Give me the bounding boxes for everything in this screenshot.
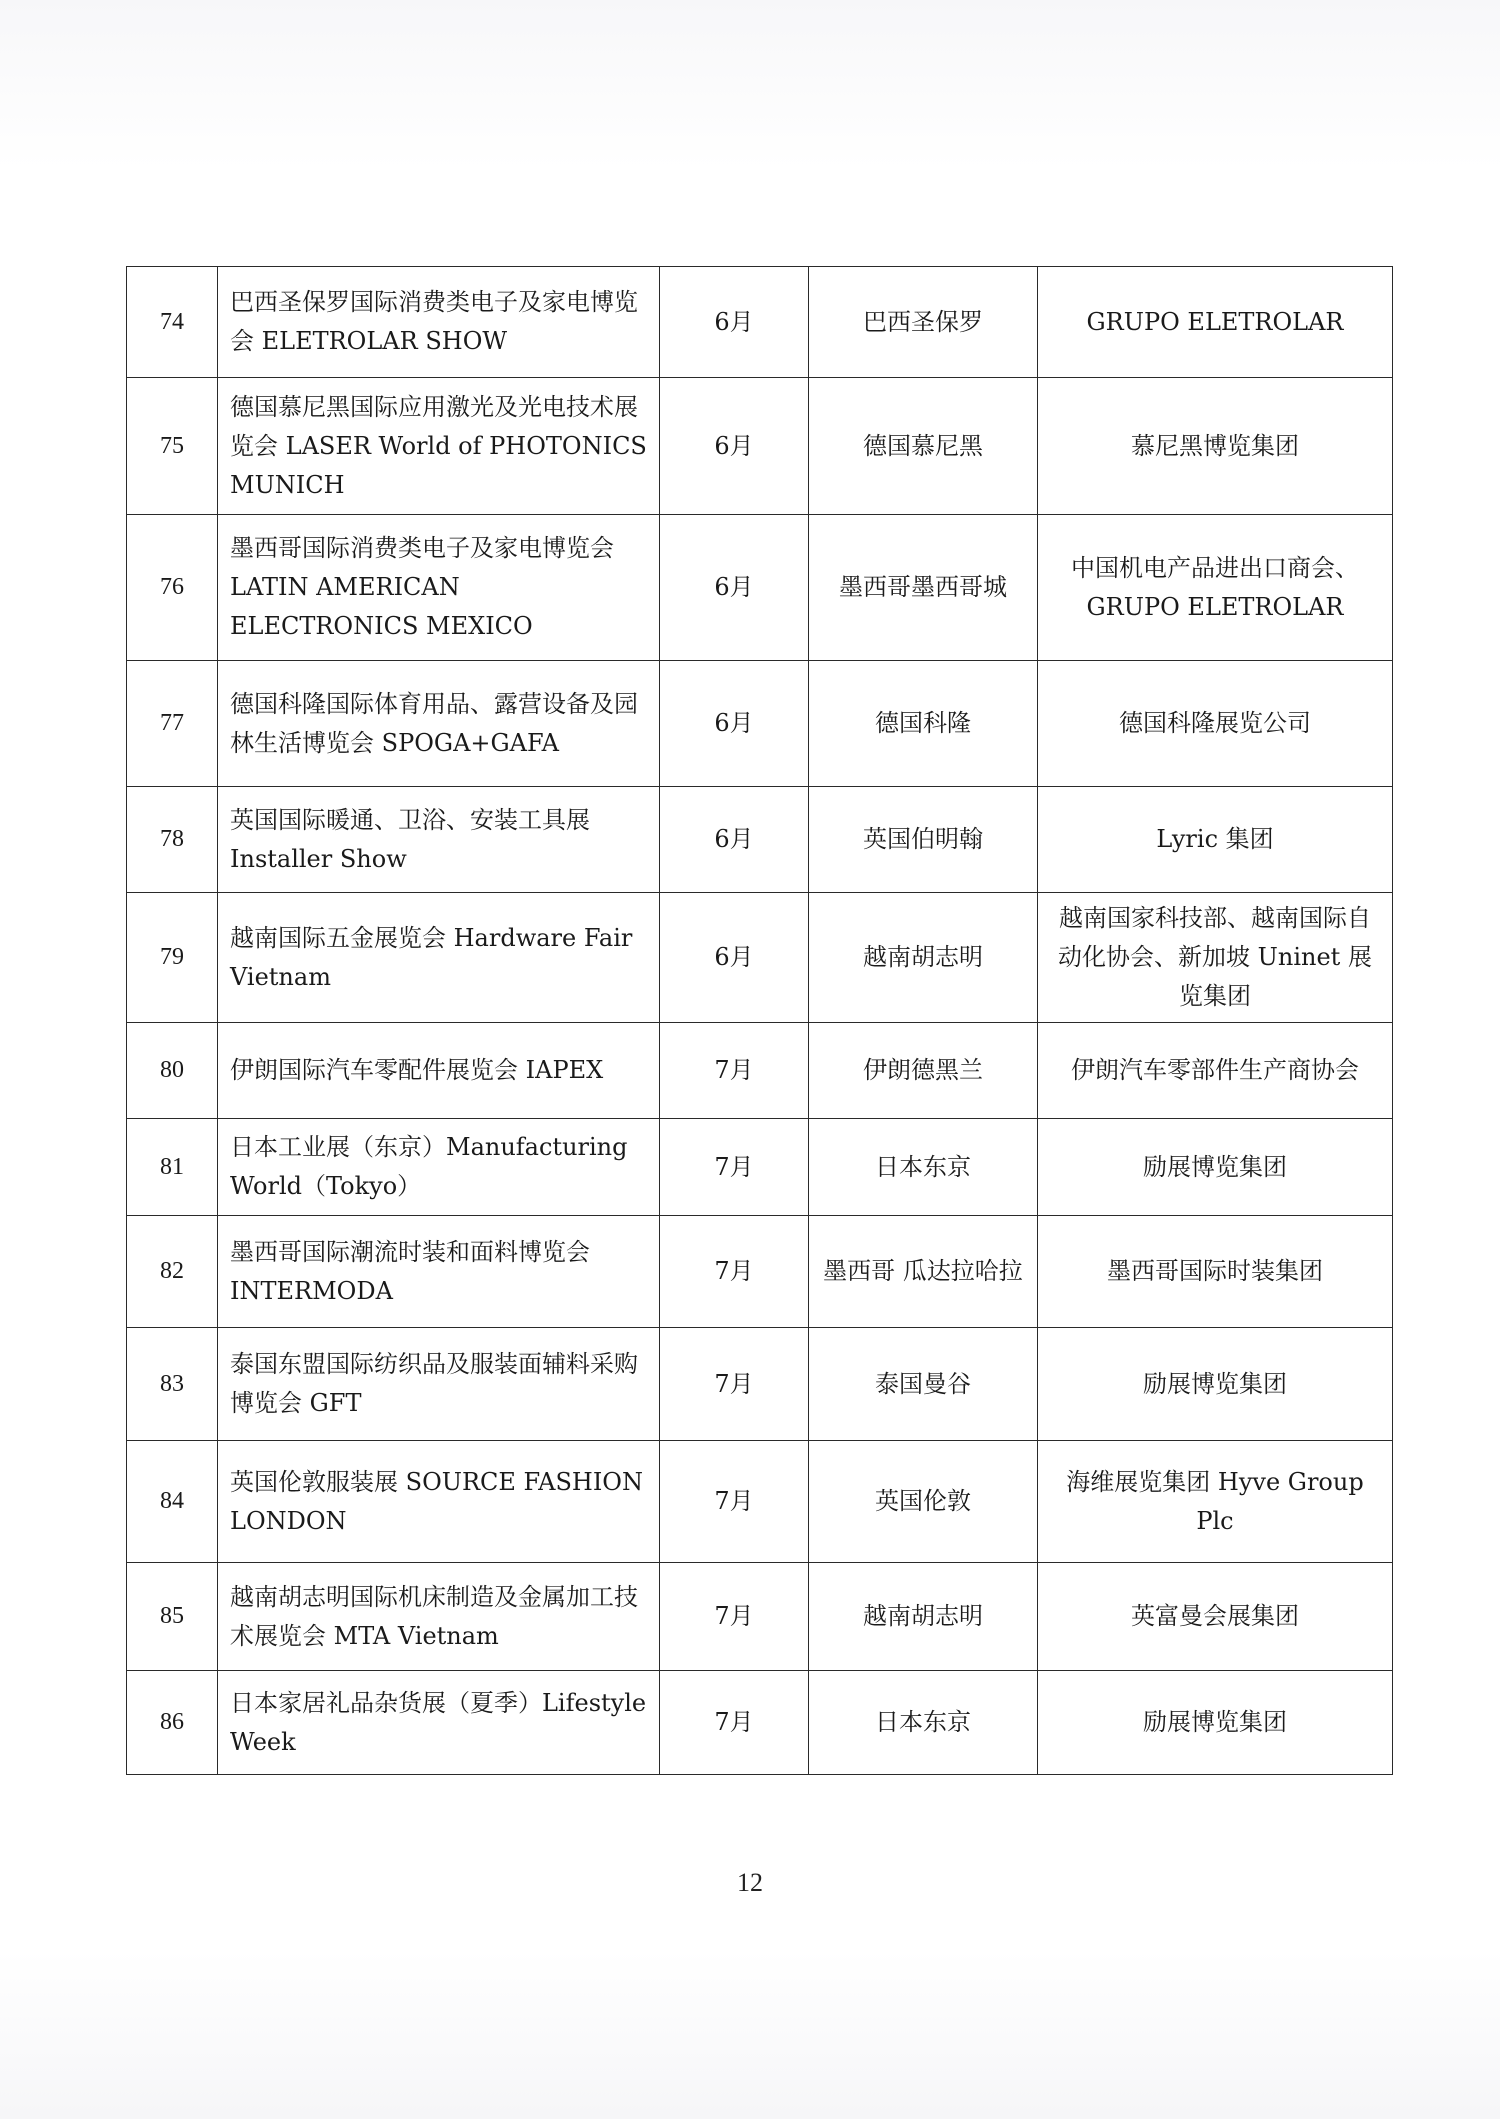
exhibition-organizer: 墨西哥国际时装集团 xyxy=(1038,1216,1393,1328)
row-number: 75 xyxy=(127,378,218,515)
exhibition-city: 墨西哥墨西哥城 xyxy=(809,515,1038,661)
row-number: 77 xyxy=(127,661,218,787)
table-row xyxy=(127,661,1393,787)
exhibition-organizer: 英富曼会展集团 xyxy=(1038,1563,1393,1671)
table-row xyxy=(127,1441,1393,1563)
table-row xyxy=(127,1563,1393,1671)
row-number: 82 xyxy=(127,1216,218,1328)
table-row xyxy=(127,1023,1393,1119)
table-row xyxy=(127,1671,1393,1775)
table-row xyxy=(127,1328,1393,1441)
exhibition-month: 6月 xyxy=(660,893,809,1023)
exhibition-city: 墨西哥 瓜达拉哈拉 xyxy=(809,1216,1038,1328)
row-number: 80 xyxy=(127,1023,218,1119)
exhibition-name: 日本工业展（东京）Manufacturing World（Tokyo） xyxy=(218,1119,660,1216)
exhibition-month: 7月 xyxy=(660,1671,809,1775)
row-number: 81 xyxy=(127,1119,218,1216)
row-number: 78 xyxy=(127,787,218,893)
row-number: 76 xyxy=(127,515,218,661)
exhibition-organizer: 励展博览集团 xyxy=(1038,1328,1393,1441)
exhibition-city: 德国慕尼黑 xyxy=(809,378,1038,515)
exhibition-organizer: 海维展览集团 Hyve Group Plc xyxy=(1038,1441,1393,1563)
table-row xyxy=(127,378,1393,515)
table-row xyxy=(127,267,1393,378)
exhibition-name: 日本家居礼品杂货展（夏季）Lifestyle Week xyxy=(218,1671,660,1775)
exhibition-city: 日本东京 xyxy=(809,1119,1038,1216)
table-row xyxy=(127,1119,1393,1216)
exhibition-table xyxy=(126,266,1393,1775)
exhibition-organizer: 慕尼黑博览集团 xyxy=(1038,378,1393,515)
row-number: 83 xyxy=(127,1328,218,1441)
row-number: 74 xyxy=(127,267,218,378)
exhibition-organizer: 德国科隆展览公司 xyxy=(1038,661,1393,787)
exhibition-name: 墨西哥国际消费类电子及家电博览会 LATIN AMERICAN ELECTRONICS MEXICO xyxy=(218,515,660,661)
exhibition-organizer: Lyric 集团 xyxy=(1038,787,1393,893)
row-number: 79 xyxy=(127,893,218,1023)
exhibition-month: 6月 xyxy=(660,515,809,661)
page-number: 12 xyxy=(737,1868,763,1897)
exhibition-month: 7月 xyxy=(660,1119,809,1216)
exhibition-city: 日本东京 xyxy=(809,1671,1038,1775)
exhibition-name: 德国慕尼黑国际应用激光及光电技术展览会 LASER World of PHOTONICS MUNICH xyxy=(218,378,660,515)
exhibition-name: 墨西哥国际潮流时装和面料博览会 INTERMODA xyxy=(218,1216,660,1328)
row-number: 86 xyxy=(127,1671,218,1775)
exhibition-month: 6月 xyxy=(660,661,809,787)
exhibition-organizer: 中国机电产品进出口商会、GRUPO ELETROLAR xyxy=(1038,515,1393,661)
exhibition-name: 伊朗国际汽车零配件展览会 IAPEX xyxy=(218,1023,660,1119)
exhibition-city: 英国伯明翰 xyxy=(809,787,1038,893)
exhibition-name: 越南胡志明国际机床制造及金属加工技术展览会 MTA Vietnam xyxy=(218,1563,660,1671)
exhibition-city: 巴西圣保罗 xyxy=(809,267,1038,378)
exhibition-name: 巴西圣保罗国际消费类电子及家电博览会 ELETROLAR SHOW xyxy=(218,267,660,378)
exhibition-month: 6月 xyxy=(660,267,809,378)
exhibition-city: 德国科隆 xyxy=(809,661,1038,787)
exhibition-city: 泰国曼谷 xyxy=(809,1328,1038,1441)
exhibition-city: 越南胡志明 xyxy=(809,893,1038,1023)
exhibition-city: 越南胡志明 xyxy=(809,1563,1038,1671)
exhibition-month: 6月 xyxy=(660,787,809,893)
exhibition-month: 7月 xyxy=(660,1216,809,1328)
exhibition-name: 英国国际暖通、卫浴、安装工具展 Installer Show xyxy=(218,787,660,893)
exhibition-organizer: 伊朗汽车零部件生产商协会 xyxy=(1038,1023,1393,1119)
exhibition-month: 7月 xyxy=(660,1441,809,1563)
table-row xyxy=(127,893,1393,1023)
exhibition-month: 7月 xyxy=(660,1023,809,1119)
exhibition-name: 越南国际五金展览会 Hardware Fair Vietnam xyxy=(218,893,660,1023)
exhibition-organizer: 越南国家科技部、越南国际自动化协会、新加坡 Uninet 展览集团 xyxy=(1038,893,1393,1023)
exhibition-organizer: 励展博览集团 xyxy=(1038,1119,1393,1216)
exhibition-name: 德国科隆国际体育用品、露营设备及园林生活博览会 SPOGA+GAFA xyxy=(218,661,660,787)
exhibition-name: 泰国东盟国际纺织品及服装面辅料采购博览会 GFT xyxy=(218,1328,660,1441)
table-row xyxy=(127,1216,1393,1328)
exhibition-city: 英国伦敦 xyxy=(809,1441,1038,1563)
exhibition-name: 英国伦敦服装展 SOURCE FASHION LONDON xyxy=(218,1441,660,1563)
exhibition-organizer: GRUPO ELETROLAR xyxy=(1038,267,1393,378)
row-number: 84 xyxy=(127,1441,218,1563)
exhibition-month: 7月 xyxy=(660,1328,809,1441)
exhibition-city: 伊朗德黑兰 xyxy=(809,1023,1038,1119)
exhibition-month: 7月 xyxy=(660,1563,809,1671)
row-number: 85 xyxy=(127,1563,218,1671)
table-row xyxy=(127,787,1393,893)
exhibition-month: 6月 xyxy=(660,378,809,515)
exhibition-organizer: 励展博览集团 xyxy=(1038,1671,1393,1775)
table-row xyxy=(127,515,1393,661)
